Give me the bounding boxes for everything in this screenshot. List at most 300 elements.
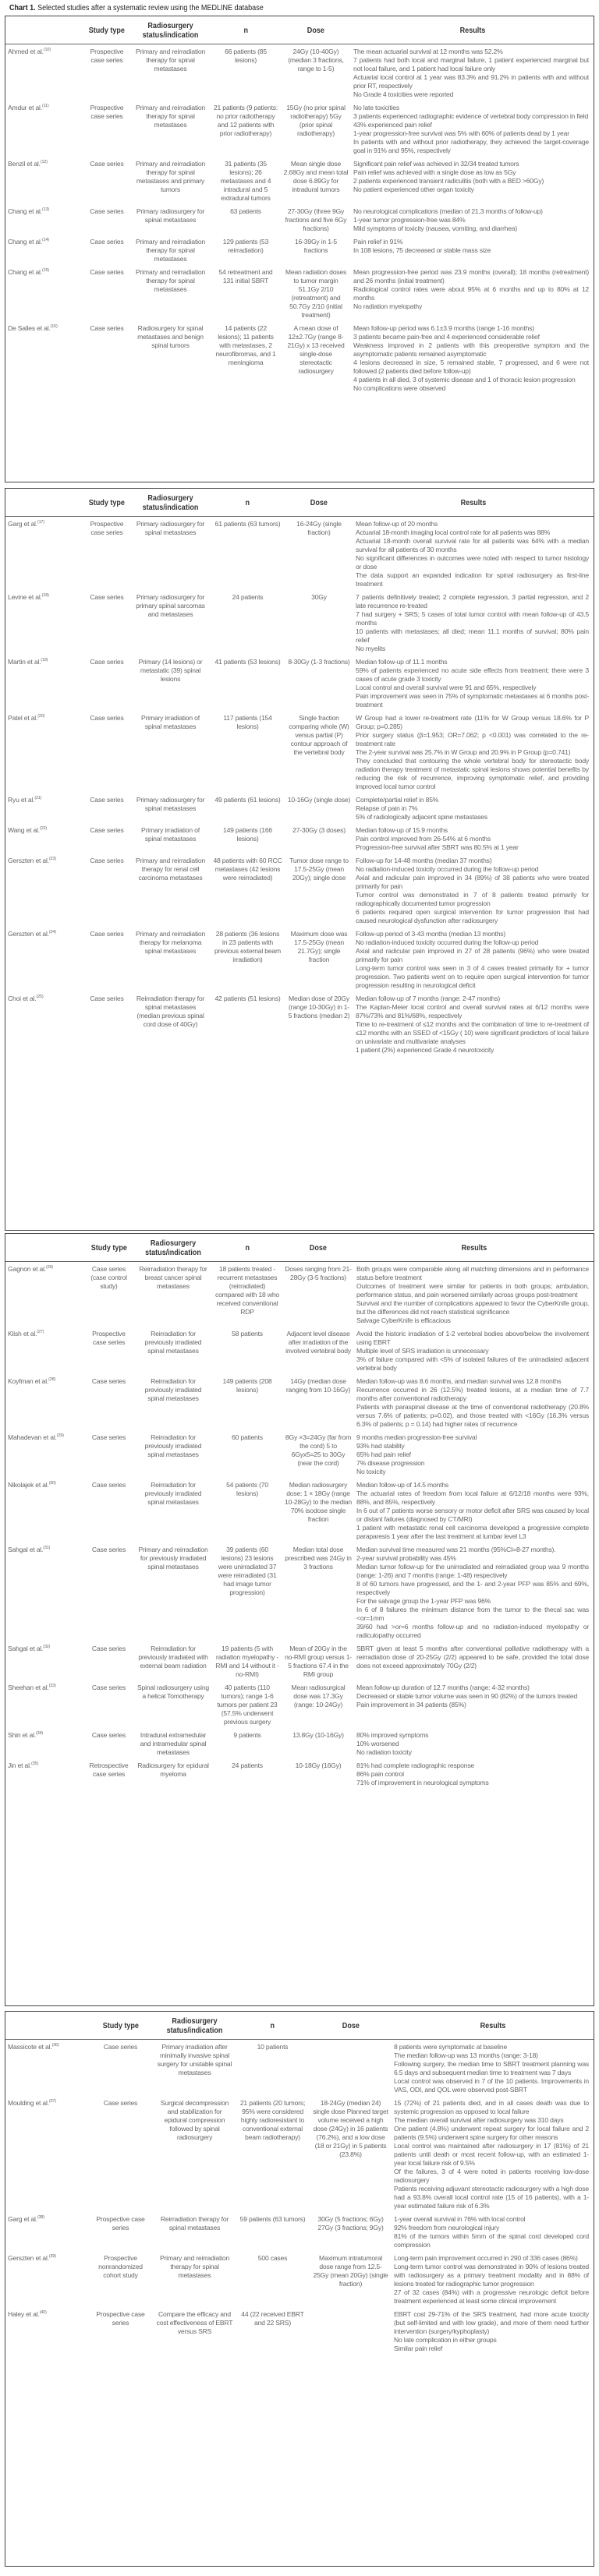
cell-results bbox=[354, 1374, 594, 1430]
result-line: 43% experienced pain relief bbox=[353, 121, 432, 129]
result-line: No radiation-induced toxicity occurred during the follow-up period bbox=[356, 938, 539, 946]
study-text: Ahmed et al. bbox=[8, 48, 44, 55]
study-text: Jin et al. bbox=[8, 1762, 32, 1769]
cell-n bbox=[212, 1728, 282, 1758]
header-label: Study type bbox=[88, 25, 126, 35]
cell-study bbox=[5, 927, 83, 991]
cell-type bbox=[83, 793, 130, 823]
dose-text: 14Gy (median dose ranging from 10-16Gy) bbox=[285, 1377, 351, 1394]
cell-type bbox=[83, 1728, 134, 1758]
result-line: 39/60 had >or=6 months follow-up and no radiation-induced myelopathy or radiculopathy occurred bbox=[356, 1623, 589, 1639]
result-line: Median survival time measured was 21 months (95%CI=8-27 months). bbox=[356, 1546, 556, 1553]
cell-dose bbox=[282, 1327, 354, 1374]
cell-results bbox=[354, 1728, 594, 1758]
cell-n bbox=[212, 1262, 282, 1327]
cell-indication bbox=[130, 321, 211, 394]
header-study-type bbox=[83, 489, 130, 517]
cell-study bbox=[5, 1542, 83, 1641]
n-text: 14 patients (22 lesions); 11 patients with metastases, 2 neurofibromas, and 1 meningioma bbox=[215, 324, 276, 366]
indication-text: Primary and reirradiation therapy for renal cell carcinoma metastases bbox=[135, 857, 206, 882]
cell-type bbox=[83, 1478, 134, 1542]
cell-dose bbox=[281, 204, 351, 235]
cell-n bbox=[211, 853, 285, 927]
table-row bbox=[5, 2040, 594, 2097]
study-text: Patel et al. bbox=[8, 714, 38, 722]
result-line: 7 had surgery + SRS; 5 cases of total tumor control with mean follow-up of 43.5 months bbox=[356, 610, 589, 627]
header-row bbox=[5, 1234, 594, 1262]
type-text: Case series bbox=[91, 1377, 126, 1385]
header-study-type bbox=[83, 16, 130, 44]
dose-text: 10-16Gy (single dose) bbox=[287, 796, 351, 804]
table-row bbox=[5, 927, 594, 991]
header-study bbox=[5, 2012, 87, 2040]
reference-number: (16) bbox=[50, 324, 58, 330]
cell-dose bbox=[285, 517, 353, 591]
cell-indication bbox=[130, 655, 211, 711]
header-dose bbox=[310, 2012, 392, 2040]
cell-results bbox=[353, 517, 594, 591]
header-results bbox=[392, 2012, 594, 2040]
cell-indication bbox=[134, 1327, 212, 1374]
header-indication bbox=[130, 489, 211, 517]
cell-dose bbox=[285, 793, 353, 823]
reference-number: (18) bbox=[41, 593, 49, 599]
result-line: No myelits bbox=[356, 645, 386, 652]
cell-study bbox=[5, 991, 83, 1056]
result-line: Pain improvement was seen in 75% of symptomatic metastases at 6 months post-treatment bbox=[356, 692, 589, 708]
dose-text: 27-30Gy (three 9Gy fractions and five 6Gy fractions) bbox=[285, 207, 347, 232]
table-row bbox=[5, 157, 594, 204]
n-text: 28 patients (36 lesions in 23 patients with previous external beam irradiation) bbox=[214, 930, 281, 963]
table-row bbox=[5, 101, 594, 157]
header-label: Dose bbox=[309, 1242, 328, 1253]
cell-study bbox=[5, 1758, 83, 1789]
cell-type bbox=[83, 991, 130, 1056]
result-line: No complications were observed bbox=[353, 384, 446, 392]
reference-number: (17) bbox=[37, 520, 44, 525]
cell-study bbox=[5, 1478, 83, 1542]
header-row bbox=[5, 2012, 594, 2040]
result-line: Pain relief was achieved with a single dose as low as 5Gy bbox=[353, 168, 516, 176]
result-line: They concluded that contouring the whole vertebral body for stereotactic body radiation therapy treatment of metastatic spinal lesions shows potential benefits by reducing the risk of recurrence, improving symptomatic relief, and providing improved local tumor control bbox=[356, 757, 589, 790]
cell-indication bbox=[130, 991, 211, 1056]
result-line: Outcomes of treatment were similar for patients in both groups; ambulation, performance status, and pain worsened similarly across groups post-treatment bbox=[356, 1282, 589, 1299]
study-text: Levine et al. bbox=[8, 593, 42, 601]
n-text: 60 patients bbox=[232, 1433, 263, 1441]
cell-n bbox=[211, 101, 281, 157]
reference-number: (29) bbox=[56, 1433, 64, 1439]
study-text: Massicote et al. bbox=[8, 2043, 52, 2051]
result-line: EBRT cost 29-71% of the SRS treatment, had more acute toxicity (but self-limited and with low grade), and more of them need further intervention (surgery/kyphoplasty) bbox=[394, 2310, 589, 2335]
cell-dose bbox=[285, 590, 353, 655]
reference-number: (31) bbox=[43, 1546, 51, 1551]
cell-study bbox=[5, 44, 83, 101]
indication-text: Primary and reirradiation therapy for spinal metastases bbox=[135, 268, 206, 293]
reference-number: (25) bbox=[36, 995, 44, 1000]
cell-study bbox=[5, 2251, 87, 2307]
cell-n bbox=[212, 1758, 282, 1789]
dose-text: 24Gy (10-40Gy) (median 3 fractions, range to 1-5) bbox=[288, 48, 344, 72]
result-line: 1-year tumor progression-free was 84% bbox=[353, 216, 466, 224]
result-line: Decreased or stable tumor volume was seen in 90 (82%) of the tumors treated bbox=[356, 1692, 578, 1700]
cell-indication bbox=[130, 823, 211, 853]
cell-indication bbox=[130, 853, 211, 927]
study-text: Sheehan et al. bbox=[8, 1684, 49, 1691]
result-line: In 108 lesions, 75 decreased or stable mass size bbox=[353, 246, 491, 254]
header-label: Results bbox=[460, 497, 487, 507]
header-label: Radiosurgery status/indication bbox=[166, 2016, 223, 2035]
table-row bbox=[5, 1374, 594, 1430]
type-text: Case series bbox=[90, 714, 124, 722]
result-line: Follow-up period of 3-43 months (median 13 months) bbox=[356, 930, 506, 938]
result-line: 65% had pain relief bbox=[356, 1451, 411, 1458]
result-line: Patients with paraspinal disease at the time of conventional radiotherapy (20.8% versus 7.6% of patients; p=0.02), and those treated with <16Gy (16.3% versus 6.3% of patients; p = 0.14) had higher rates of recurrence bbox=[356, 1403, 589, 1428]
result-line: Tumor control was demonstrated in 7 of 8 patients treated primarily for radiographically documented tumor progression bbox=[356, 891, 589, 907]
cell-study bbox=[5, 823, 83, 853]
cell-results bbox=[353, 991, 594, 1056]
result-line: The Kaplan-Meier local control and overall survival rates at 6/12 months were 87%/73% and 81%/68%, respectively bbox=[356, 1003, 589, 1019]
cell-dose bbox=[310, 2212, 392, 2251]
result-line: No late toxicities bbox=[353, 104, 399, 111]
n-text: 9 patients bbox=[233, 1731, 261, 1739]
result-line: Mean progression-free period was 23.9 months (overall); 18 months (retreatment) and 26 months (initial treatment) bbox=[353, 268, 589, 284]
cell-results bbox=[354, 1758, 594, 1789]
dose-text: Median radiosurgery dose: 1 × 18Gy (range 10-28Gy) to the median 70% isodose single fraction bbox=[285, 1481, 352, 1523]
n-text: 58 patients bbox=[232, 1330, 263, 1337]
study-text: Gerszten et al. bbox=[8, 930, 49, 938]
cell-study bbox=[5, 265, 83, 321]
cell-results bbox=[392, 2096, 594, 2212]
result-line: Following surgery, the median time to SBRT treatment planning was 6.5 days and subsequent median time to treatment was 7 days bbox=[394, 2060, 589, 2076]
study-text: Chang et al. bbox=[8, 207, 42, 215]
cell-study bbox=[5, 1327, 83, 1374]
n-text: 149 patients (208 lesions) bbox=[222, 1377, 272, 1394]
result-line: Axial and radicular pain improved in 27 of 28 patients (96%) who were treated primarily for pain bbox=[356, 947, 589, 963]
cell-study bbox=[5, 793, 83, 823]
study-text: Wang et al. bbox=[8, 826, 40, 834]
cell-results bbox=[351, 235, 594, 265]
dose-text: Maximum intratumoral dose range from 12.5-25Gy (mean 20Gy) (single fraction) bbox=[313, 2254, 388, 2288]
cell-n bbox=[211, 655, 285, 711]
cell-indication bbox=[134, 1478, 212, 1542]
cell-dose bbox=[282, 1430, 354, 1478]
cell-indication bbox=[130, 44, 211, 101]
dose-text: Adjacent level disease after irradiation of the involved vertebral body bbox=[285, 1330, 351, 1355]
result-line: Survival and the number of complications appeared to favor the CyberKnife group, but the differences did not reach statistical significance bbox=[356, 1299, 589, 1316]
cell-type bbox=[87, 2212, 154, 2251]
cell-indication bbox=[154, 2096, 236, 2212]
result-line: 93% had stability bbox=[356, 1442, 405, 1450]
indication-text: Primary radiosurgery for primary spinal sarcomas and metastases bbox=[136, 593, 205, 618]
dose-text: Median dose of 20Gy (range 10-30Gy) in 1-5 fractions (median 2) bbox=[288, 995, 350, 1019]
cell-indication bbox=[154, 2251, 236, 2307]
reference-number: (22) bbox=[39, 826, 47, 832]
study-text: Amdur et al. bbox=[8, 104, 42, 111]
cell-results bbox=[354, 1430, 594, 1478]
cell-n bbox=[236, 2212, 310, 2251]
result-line: 8 patients were symptomatic at baseline bbox=[394, 2043, 508, 2051]
result-line: 2-year survival probability was 45% bbox=[356, 1554, 456, 1562]
cell-indication bbox=[130, 927, 211, 991]
cell-indication bbox=[134, 1262, 212, 1327]
cell-type bbox=[83, 1680, 134, 1728]
indication-text: Primary and reirradiation therapy for spinal metastases bbox=[135, 238, 206, 263]
cell-dose bbox=[310, 2040, 392, 2097]
header-label: Dose bbox=[307, 25, 325, 35]
result-line: 10 patients with metastases; all died; mean 11.1 months of survival; 80% pain relief bbox=[356, 627, 589, 644]
cell-n bbox=[211, 927, 285, 991]
result-line: 10% worsened bbox=[356, 1740, 399, 1747]
result-line: 1-year progression-free survival was 5% with 60% of patients dead by 1 year bbox=[353, 129, 569, 137]
study-text: Chang et al. bbox=[8, 238, 42, 246]
indication-text: Reirradiation for previously irradiated spinal metastases bbox=[144, 1377, 202, 1402]
table-row bbox=[5, 590, 594, 655]
cell-type bbox=[83, 1542, 134, 1641]
header-indication bbox=[130, 16, 211, 44]
cell-indication bbox=[134, 1728, 212, 1758]
type-text: Case series bbox=[90, 160, 124, 168]
cell-n bbox=[211, 235, 281, 265]
header-n bbox=[212, 1234, 282, 1262]
result-line: Relapse of pain in 7% bbox=[356, 804, 418, 812]
study-text: Shin et al. bbox=[8, 1731, 37, 1739]
dose-text: 13.8Gy (10-16Gy) bbox=[292, 1731, 344, 1739]
header-dose bbox=[281, 16, 351, 44]
type-text: Prospective nonrandomized cohort study bbox=[98, 2254, 143, 2279]
reference-number: (40) bbox=[39, 2310, 47, 2316]
header-results bbox=[353, 489, 594, 517]
cell-dose bbox=[282, 1680, 354, 1728]
cell-dose bbox=[282, 1478, 354, 1542]
result-line: No radiation-induced toxicity occurred during the follow-up period bbox=[356, 865, 539, 873]
cell-n bbox=[212, 1680, 282, 1728]
result-line: 3 patients became pain-free and 4 experienced considerable relief bbox=[353, 333, 540, 341]
study-text: Ryu et al. bbox=[8, 796, 35, 804]
result-line: No late complication in either groups bbox=[394, 2336, 497, 2344]
dose-text: Doses ranging from 21-28Gy (3-5 fractions) bbox=[285, 1265, 352, 1281]
reference-number: (27) bbox=[37, 1330, 44, 1335]
header-label: n bbox=[245, 497, 250, 507]
cell-dose bbox=[282, 1641, 354, 1680]
study-text: Moulding et al. bbox=[8, 2099, 49, 2107]
indication-text: Primary and reirradiation for previously irradiated spinal metastases bbox=[138, 1546, 208, 1571]
header-label: Dose bbox=[310, 497, 328, 507]
header-indication bbox=[134, 1234, 212, 1262]
indication-text: Reirradiation for previously irradiated with external beam radiation bbox=[138, 1645, 208, 1670]
result-line: 71% of improvement in neurological symptoms bbox=[356, 1779, 489, 1786]
cell-indication bbox=[134, 1641, 212, 1680]
dose-text: Median total dose prescribed was 24Gy in 3 fractions bbox=[285, 1546, 352, 1571]
table-row bbox=[5, 204, 594, 235]
result-line: 92% freedom from neurological injury bbox=[394, 2224, 500, 2231]
result-line: Median tumor follow-up for the unirradiated and reirradiated group was 9 months (range: 1-26) and 7 months (range: 1-48) respectively bbox=[356, 1563, 589, 1579]
type-text: Case series bbox=[90, 238, 124, 246]
dose-text: Mean single dose 2.68Gy and mean total dose 6.89Gy for intradural tumors bbox=[283, 160, 349, 193]
cell-dose bbox=[285, 927, 353, 991]
result-line: Local control was observed in 7 of the 10 patients. Improvements in VAS, ODI, and QOL were observed post-SBRT bbox=[394, 2077, 589, 2094]
reference-number: (12) bbox=[40, 160, 48, 165]
result-line: 86% pain control bbox=[356, 1770, 404, 1778]
reference-number: (23) bbox=[48, 857, 56, 862]
table-row bbox=[5, 655, 594, 711]
result-line: 3 patients experienced radiographic evidence of vertebral body compression in field bbox=[353, 112, 589, 120]
cell-type bbox=[83, 1327, 134, 1374]
study-text: Gerszten et al. bbox=[8, 2254, 49, 2262]
result-line: Weakness improved in 2 patients with this preoperative symptom and the asymptomatic patients remained asymptomatic bbox=[353, 341, 589, 358]
result-line: No patient experienced other organ toxicity bbox=[353, 186, 474, 193]
dose-text: 30Gy bbox=[311, 593, 327, 601]
cell-dose bbox=[281, 157, 351, 204]
cell-dose bbox=[282, 1542, 354, 1641]
type-text: Prospective case series bbox=[96, 2310, 145, 2327]
result-line: 6 patients required open surgical intervention for tumor progression that had caused neurological dysfunction after radiosurgery bbox=[356, 908, 589, 924]
type-text: Retrospective case series bbox=[89, 1762, 129, 1778]
table-block-3 bbox=[5, 1233, 594, 2006]
cell-n bbox=[211, 793, 285, 823]
reference-number: (10) bbox=[43, 48, 51, 53]
caption-label: Chart 1. bbox=[9, 3, 36, 12]
cell-study bbox=[5, 590, 83, 655]
table-row bbox=[5, 1327, 594, 1374]
cell-indication bbox=[134, 1374, 212, 1430]
result-line: No radiation myelopathy bbox=[353, 302, 423, 310]
result-line: In 6 of 8 failures the minimum distance from the tumor to the thecal sac was <or=1mm bbox=[356, 1606, 589, 1622]
type-text: Case series bbox=[90, 826, 124, 834]
type-text: Prospective case series bbox=[92, 1330, 126, 1346]
cell-indication bbox=[134, 1680, 212, 1728]
cell-results bbox=[353, 823, 594, 853]
study-text: Mahadevan et al. bbox=[8, 1433, 57, 1441]
table-row bbox=[5, 1641, 594, 1680]
cell-indication bbox=[130, 265, 211, 321]
result-line: Pain relief in 91% bbox=[353, 238, 403, 246]
result-line: The mean actuarial survival at 12 months was 52.2% bbox=[353, 48, 503, 55]
header-n bbox=[211, 16, 281, 44]
header-study bbox=[5, 16, 83, 44]
result-line: 15 (72%) of 21 patients died, and in all cases death was due to systemic progression as opposed to local failure bbox=[394, 2099, 589, 2115]
dose-text: Maximum dose was 17.5-25Gy (mean 21.7Gy); single fraction bbox=[290, 930, 348, 963]
cell-results bbox=[351, 204, 594, 235]
cell-indication bbox=[134, 1430, 212, 1478]
cell-results bbox=[354, 1262, 594, 1327]
n-text: 500 cases bbox=[257, 2254, 288, 2262]
result-line: Prior surgery status (β=1.953; OR=7.062; p <0.001) was correlated to the re-treatment rate bbox=[356, 731, 589, 747]
cell-n bbox=[211, 204, 281, 235]
header-label: n bbox=[245, 1242, 250, 1253]
cell-dose bbox=[310, 2251, 392, 2307]
indication-text: Reirradiation for previously irradiated spinal metastases bbox=[144, 1433, 202, 1458]
result-line: Salvage CyberKnife is efficacious bbox=[356, 1316, 451, 1324]
cell-type bbox=[83, 590, 130, 655]
cell-study bbox=[5, 235, 83, 265]
header-label: n bbox=[243, 25, 248, 35]
cell-indication bbox=[130, 590, 211, 655]
header-indication bbox=[154, 2012, 236, 2040]
result-line: No radiation toxicity bbox=[356, 1748, 412, 1756]
cell-study bbox=[5, 1262, 83, 1327]
result-line: One patient (4.8%) underwent repeat surgery for local failure and 2 patients (9.5%) underwent spine surgery for other reasons bbox=[394, 2125, 589, 2141]
table-row bbox=[5, 44, 594, 101]
type-text: Case series bbox=[90, 324, 124, 332]
indication-text: Primary radiosurgery for spinal metastases bbox=[136, 207, 205, 224]
header-study bbox=[5, 489, 83, 517]
type-text: Case series bbox=[91, 1645, 126, 1652]
reference-number: (32) bbox=[43, 1645, 51, 1650]
header-label: Radiosurgery status/indication bbox=[142, 493, 199, 512]
cell-n bbox=[211, 44, 281, 101]
cell-n bbox=[211, 711, 285, 793]
study-text: Garg et al. bbox=[8, 2215, 37, 2223]
reference-number: (35) bbox=[31, 1762, 38, 1767]
type-text: Case series bbox=[90, 593, 124, 601]
reference-number: (28) bbox=[48, 1377, 56, 1383]
header-dose bbox=[285, 489, 353, 517]
cell-dose bbox=[285, 711, 353, 793]
table-row bbox=[5, 2251, 594, 2307]
cell-type bbox=[87, 2251, 154, 2307]
cell-type bbox=[83, 235, 130, 265]
cell-type bbox=[83, 1430, 134, 1478]
result-line: No toxicity bbox=[356, 1468, 386, 1475]
cell-dose bbox=[310, 2307, 392, 2355]
cell-dose bbox=[310, 2096, 392, 2212]
cell-indication bbox=[130, 711, 211, 793]
result-line: 4 patients in all died, 3 of systemic disease and 1 of thoracic lesion progression bbox=[353, 376, 576, 383]
cell-n bbox=[212, 1430, 282, 1478]
table-row bbox=[5, 265, 594, 321]
n-text: 54 patients (70 lesions) bbox=[226, 1481, 268, 1497]
cell-n bbox=[236, 2307, 310, 2355]
cell-indication bbox=[130, 235, 211, 265]
result-line: Both groups were comparable along all matching dimensions and in performance status before treatment bbox=[356, 1265, 589, 1281]
type-text: Case series bbox=[90, 658, 124, 666]
result-line: Of the failures, 3 of 4 were noted in patients receiving low-dose radiosurgery bbox=[394, 2168, 589, 2184]
n-text: 41 patients (53 lesions) bbox=[214, 658, 281, 666]
indication-text: Primary and reirradiation therapy for spinal metastases and primary tumors bbox=[135, 160, 206, 193]
study-text: Nikolajek et al. bbox=[8, 1481, 49, 1489]
n-text: 10 patients bbox=[257, 2043, 289, 2051]
result-line: The actuarial rates of freedom from local failure at 6/12/18 months were 93%, 88%, and 85%, respectively bbox=[356, 1489, 589, 1506]
cell-dose bbox=[282, 1758, 354, 1789]
cell-indication bbox=[134, 1758, 212, 1789]
cell-type bbox=[83, 157, 130, 204]
result-line: The median overall survival after radiosurgery was 310 days bbox=[394, 2116, 564, 2124]
reference-number: (33) bbox=[48, 1684, 56, 1689]
cell-dose bbox=[281, 101, 351, 157]
cell-n bbox=[236, 2251, 310, 2307]
header-study-type bbox=[87, 2012, 154, 2040]
cell-n bbox=[211, 991, 285, 1056]
result-line: Long-term pain improvement occurred in 290 of 336 cases (86%) bbox=[394, 2254, 578, 2262]
cell-n bbox=[236, 2040, 310, 2097]
type-text: Case series bbox=[103, 2043, 138, 2051]
studies-table-1 bbox=[5, 16, 594, 394]
cell-study bbox=[5, 204, 83, 235]
header-label: Results bbox=[461, 1242, 487, 1253]
cell-n bbox=[211, 823, 285, 853]
cell-results bbox=[354, 1478, 594, 1542]
study-text: Choi et al. bbox=[8, 995, 37, 1002]
cell-results bbox=[392, 2307, 594, 2355]
reference-number: (30) bbox=[48, 1481, 56, 1486]
type-text: Case series bbox=[90, 268, 124, 276]
cell-results bbox=[351, 265, 594, 321]
indication-text: Spinal radiosurgery using a helical Tomotherapy bbox=[137, 1684, 209, 1700]
table-row bbox=[5, 853, 594, 927]
table-row bbox=[5, 2307, 594, 2355]
result-line: 5% of radiologically adjacent spine metastases bbox=[356, 813, 487, 821]
studies-table-3 bbox=[5, 1234, 594, 1789]
